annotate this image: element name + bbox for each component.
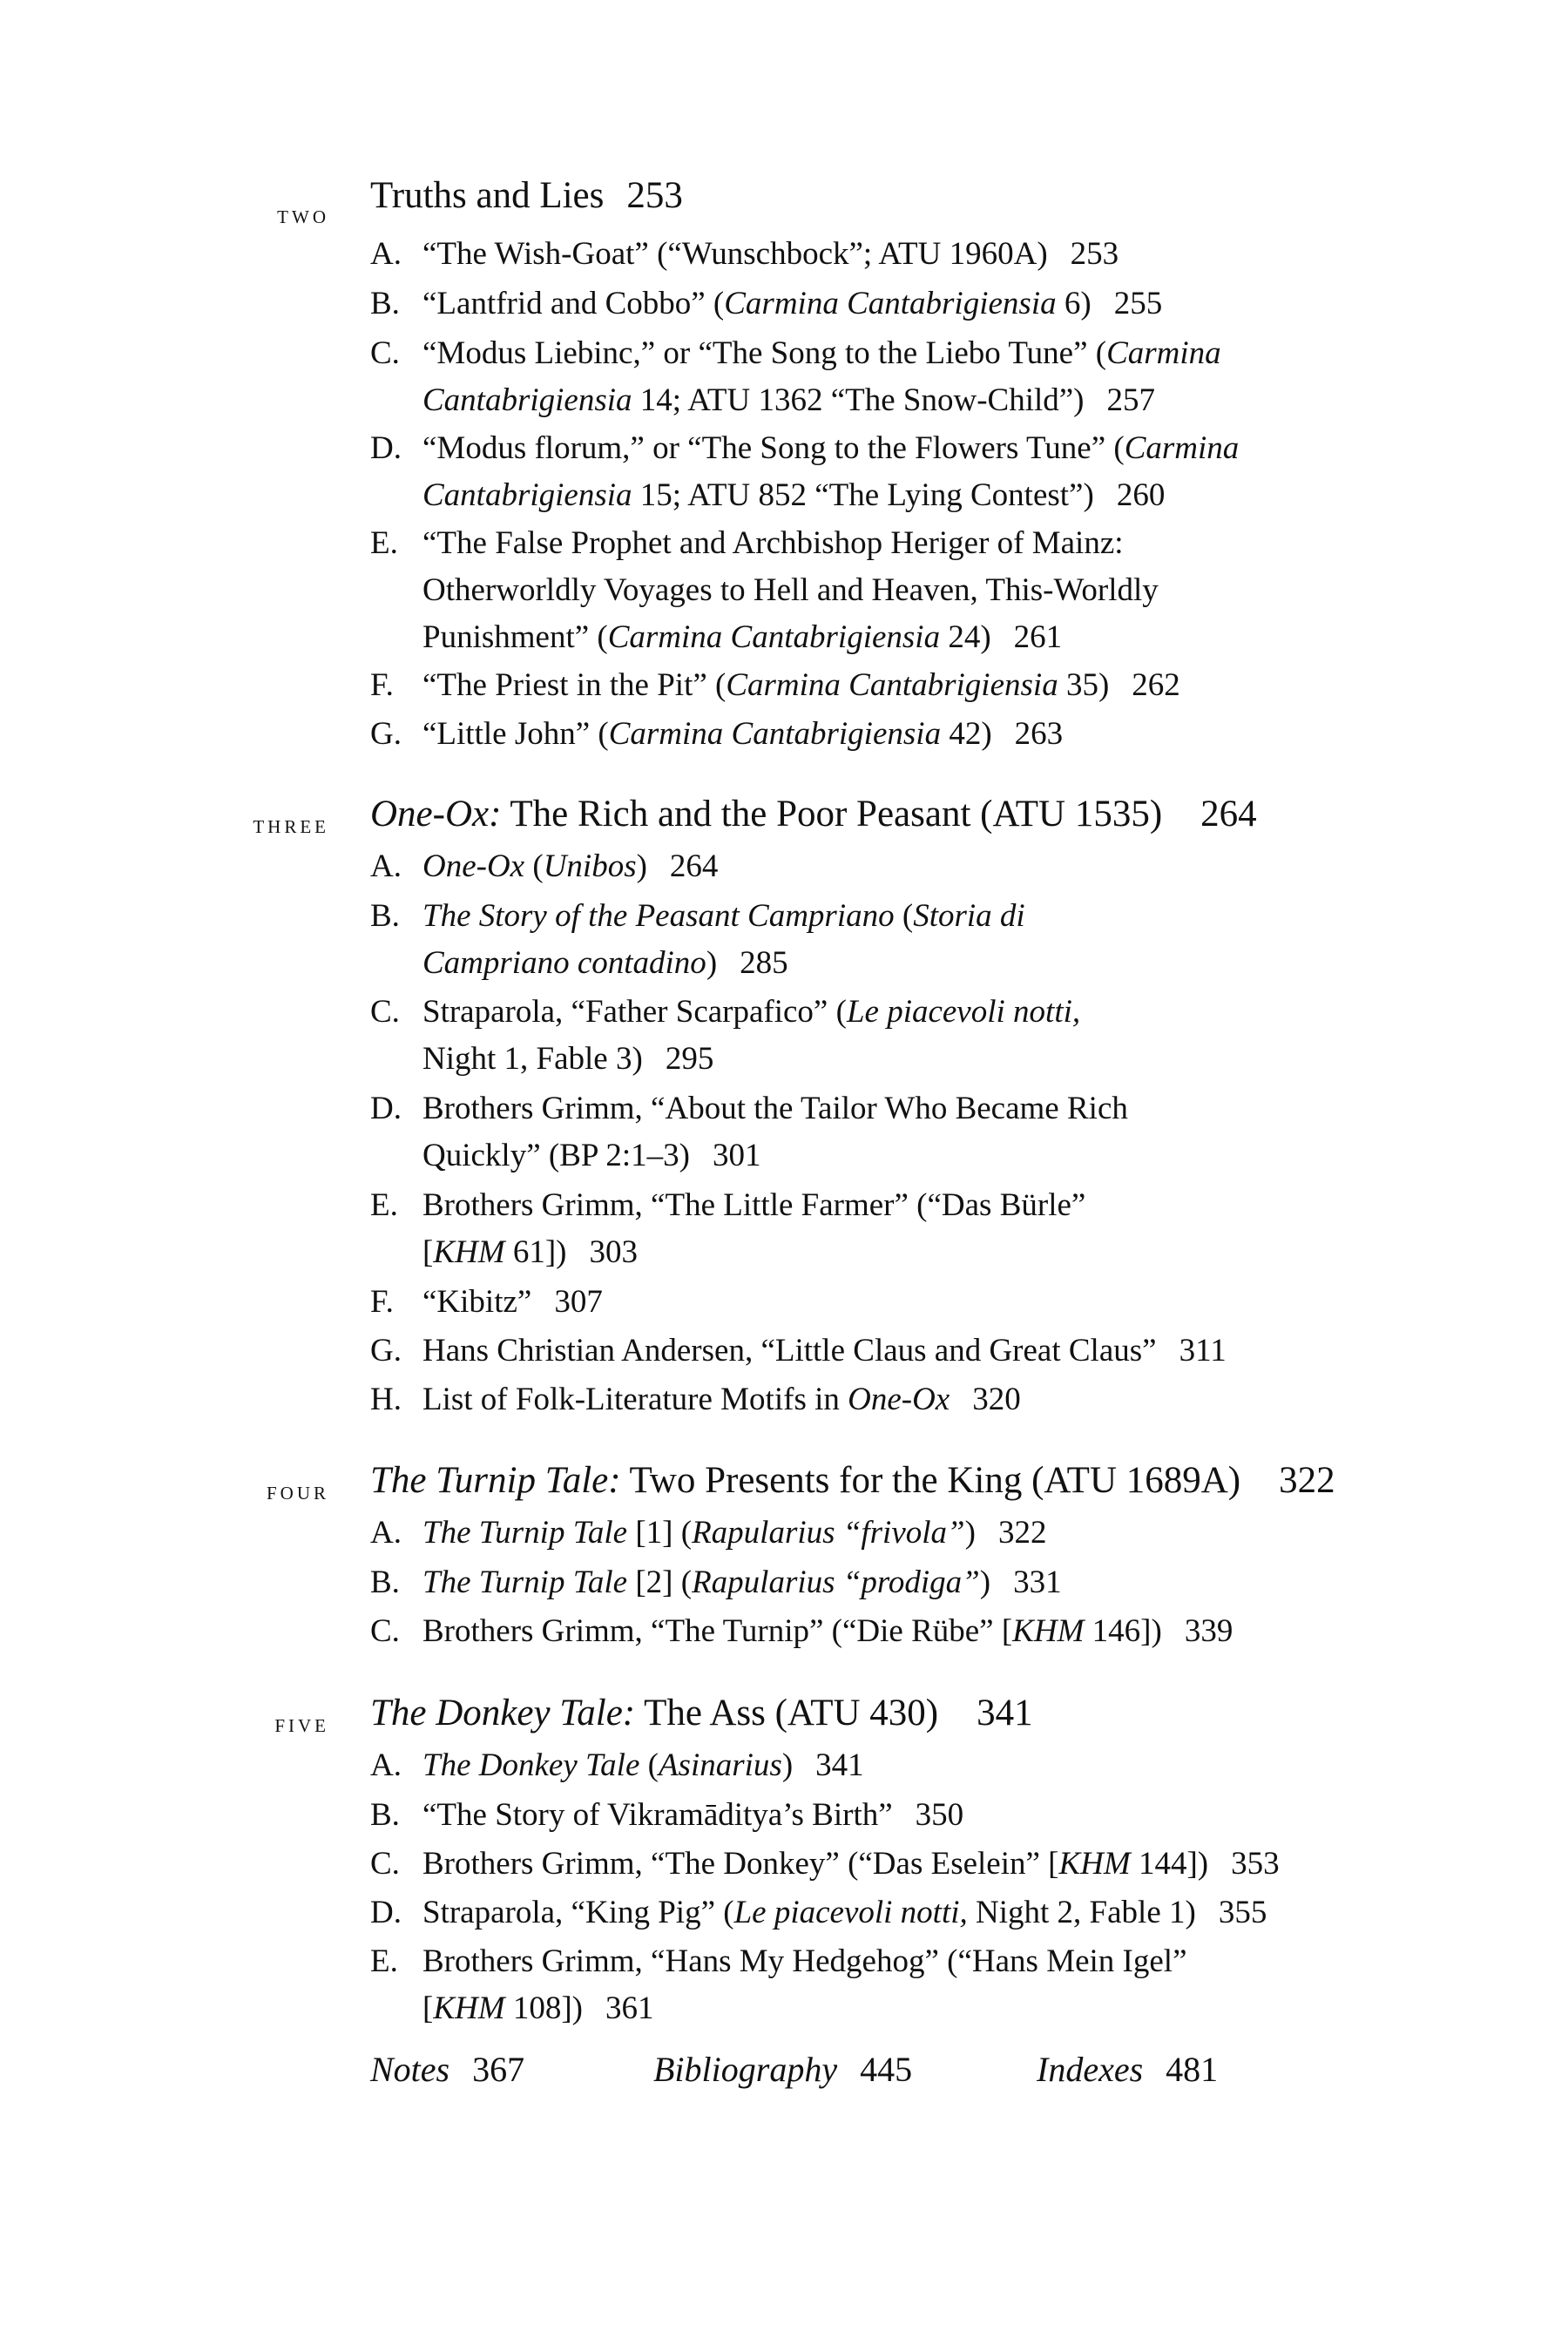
entry-letter: E. bbox=[370, 1943, 398, 1979]
entry-text-line: Cantabrigiensia 14; ATU 1362 “The Snow-Child”) 257 bbox=[422, 382, 1156, 418]
entry-text-line: Quickly” (BP 2:1–3) 301 bbox=[422, 1138, 761, 1173]
part-number: two bbox=[277, 200, 329, 229]
entry-text-line: Cantabrigiensia 15; ATU 852 “The Lying Contest”) 260 bbox=[422, 477, 1166, 513]
entry-page-number: 307 bbox=[554, 1284, 603, 1320]
back-matter-page: 445 bbox=[860, 2050, 913, 2089]
back-matter-label: Bibliography bbox=[653, 2050, 838, 2089]
entry-letter: A. bbox=[370, 848, 402, 884]
entry-letter: B. bbox=[370, 898, 400, 934]
entry-letter: D. bbox=[370, 1091, 402, 1126]
entry-page-number: 339 bbox=[1184, 1613, 1233, 1649]
entry-page-number: 353 bbox=[1231, 1846, 1280, 1882]
entry-text-line: Straparola, “King Pig” (Le piacevoli notti, Night 2, Fable 1) 355 bbox=[422, 1895, 1267, 1930]
entry-text-line: “Modus florum,” or “The Song to the Flowers Tune” (Carmina bbox=[422, 430, 1240, 466]
entry-text-line: Campriano contadino) 285 bbox=[422, 945, 788, 981]
entry-text-line: “The Story of Vikramāditya’s Birth” 350 bbox=[422, 1797, 964, 1833]
entry-text-line: “Lantfrid and Cobbo” (Carmina Cantabrigiensia 6) 255 bbox=[422, 286, 1163, 321]
part-number: four bbox=[266, 1477, 329, 1505]
entry-letter: B. bbox=[370, 286, 400, 321]
entry-page-number: 355 bbox=[1218, 1895, 1267, 1930]
entry-letter: D. bbox=[370, 1895, 402, 1930]
part-title[interactable] bbox=[370, 1692, 1033, 1734]
entry-text-line: Brothers Grimm, “The Donkey” (“Das Eselein” [KHM 144]) 353 bbox=[422, 1846, 1280, 1882]
back-matter-label: Indexes bbox=[1037, 2050, 1144, 2089]
entry-letter: A. bbox=[370, 236, 402, 272]
part-title[interactable] bbox=[370, 1459, 1335, 1502]
entry-letter: B. bbox=[370, 1565, 400, 1600]
part-number: five bbox=[274, 1709, 329, 1738]
entry-text-line: Brothers Grimm, “The Turnip” (“Die Rübe” [KHM 146]) 339 bbox=[422, 1613, 1233, 1649]
part-number: three bbox=[253, 810, 329, 839]
entry-letter: B. bbox=[370, 1797, 400, 1833]
part-title[interactable] bbox=[370, 793, 1257, 835]
entry-letter: G. bbox=[370, 1333, 402, 1369]
part-title[interactable] bbox=[370, 174, 683, 217]
entry-text-line: [KHM 108]) 361 bbox=[422, 1990, 654, 2026]
back-matter-notes[interactable] bbox=[370, 2049, 524, 2090]
entry-text-line: [KHM 61]) 303 bbox=[422, 1234, 638, 1270]
entry-page-number: 331 bbox=[1013, 1565, 1062, 1600]
entry-letter: E. bbox=[370, 1187, 398, 1223]
entry-text-line: The Turnip Tale [1] (Rapularius “frivola”) 322 bbox=[422, 1515, 1047, 1551]
entry-text-line: The Story of the Peasant Campriano (Storia di bbox=[422, 898, 1025, 934]
entry-text-line: Straparola, “Father Scarpafico” (Le piacevoli notti, bbox=[422, 994, 1081, 1030]
entry-text-line: Otherworldly Voyages to Hell and Heaven, This-Worldly bbox=[422, 572, 1159, 608]
entry-letter: F. bbox=[370, 1284, 394, 1320]
part-page-number: 264 bbox=[1200, 794, 1257, 835]
entry-text-line: “The Priest in the Pit” (Carmina Cantabrigiensia 35) 262 bbox=[422, 667, 1180, 703]
entry-text-line: The Donkey Tale (Asinarius) 341 bbox=[422, 1747, 864, 1783]
entry-letter: A. bbox=[370, 1747, 402, 1783]
entry-page-number: 261 bbox=[1013, 619, 1063, 655]
part-page-number: 341 bbox=[977, 1693, 1033, 1734]
entry-text-line: “The False Prophet and Archbishop Heriger of Mainz: bbox=[422, 525, 1124, 561]
entry-text-line: Night 1, Fable 3) 295 bbox=[422, 1041, 714, 1077]
entry-page-number: 260 bbox=[1116, 477, 1166, 513]
entry-text-line: Punishment” (Carmina Cantabrigiensia 24) 261 bbox=[422, 619, 1063, 655]
entry-letter: E. bbox=[370, 525, 398, 561]
entry-page-number: 322 bbox=[997, 1515, 1047, 1551]
entry-page-number: 285 bbox=[740, 945, 788, 981]
entry-text-line: “Modus Liebinc,” or “The Song to the Liebo Tune” (Carmina bbox=[422, 335, 1221, 371]
back-matter-indexes[interactable] bbox=[1037, 2049, 1218, 2090]
entry-text-line: Hans Christian Andersen, “Little Claus and Great Claus” 311 bbox=[422, 1333, 1227, 1369]
entry-text-line: The Turnip Tale [2] (Rapularius “prodiga”) 331 bbox=[422, 1565, 1062, 1600]
part-title-text: The Turnip Tale: Two Presents for the King (ATU 1689A) bbox=[370, 1460, 1241, 1501]
entry-text-line: “Little John” (Carmina Cantabrigiensia 42) 263 bbox=[422, 716, 1064, 752]
back-matter-label: Notes bbox=[370, 2050, 450, 2089]
entry-page-number: 350 bbox=[915, 1797, 964, 1833]
part-title-text: Truths and Lies bbox=[370, 175, 605, 216]
entry-text-line: One-Ox (Unibos) 264 bbox=[422, 848, 719, 884]
back-matter-bibliography[interactable] bbox=[653, 2049, 912, 2090]
entry-page-number: 262 bbox=[1132, 667, 1180, 703]
entry-letter: C. bbox=[370, 1613, 400, 1649]
entry-page-number: 295 bbox=[665, 1041, 714, 1077]
entry-page-number: 341 bbox=[815, 1747, 864, 1783]
entry-page-number: 263 bbox=[1014, 716, 1064, 752]
entry-page-number: 264 bbox=[669, 848, 719, 884]
entry-letter: F. bbox=[370, 667, 394, 703]
entry-page-number: 311 bbox=[1179, 1333, 1227, 1369]
back-matter-page: 367 bbox=[472, 2050, 525, 2089]
part-page-number: 322 bbox=[1279, 1460, 1335, 1501]
part-title-text: The Donkey Tale: The Ass (ATU 430) bbox=[370, 1693, 939, 1734]
entry-text-line: Brothers Grimm, “The Little Farmer” (“Das Bürle” bbox=[422, 1187, 1086, 1223]
entry-letter: A. bbox=[370, 1515, 402, 1551]
entry-letter: C. bbox=[370, 1846, 400, 1882]
entry-text-line: Brothers Grimm, “Hans My Hedgehog” (“Hans Mein Igel” bbox=[422, 1943, 1187, 1979]
entry-page-number: 253 bbox=[1070, 236, 1119, 272]
entry-letter: H. bbox=[370, 1382, 402, 1417]
entry-page-number: 301 bbox=[712, 1138, 761, 1173]
entry-text-line: “Kibitz” 307 bbox=[422, 1284, 603, 1320]
entry-text-line: Brothers Grimm, “About the Tailor Who Became Rich bbox=[422, 1091, 1128, 1126]
entry-letter: C. bbox=[370, 994, 400, 1030]
entry-page-number: 255 bbox=[1113, 286, 1163, 321]
back-matter-page: 481 bbox=[1166, 2050, 1219, 2089]
entry-letter: C. bbox=[370, 335, 400, 371]
entry-letter: G. bbox=[370, 716, 402, 752]
entry-page-number: 320 bbox=[972, 1382, 1021, 1417]
entry-text-line: “The Wish-Goat” (“Wunschbock”; ATU 1960A) 253 bbox=[422, 236, 1119, 272]
entry-page-number: 257 bbox=[1106, 382, 1156, 418]
part-page-number: 253 bbox=[626, 175, 683, 216]
entry-page-number: 361 bbox=[605, 1990, 654, 2026]
part-title-text: One-Ox: The Rich and the Poor Peasant (ATU 1535) bbox=[370, 794, 1163, 835]
entry-letter: D. bbox=[370, 430, 402, 466]
entry-page-number: 303 bbox=[589, 1234, 638, 1270]
entry-text-line: List of Folk-Literature Motifs in One-Ox 320 bbox=[422, 1382, 1021, 1417]
